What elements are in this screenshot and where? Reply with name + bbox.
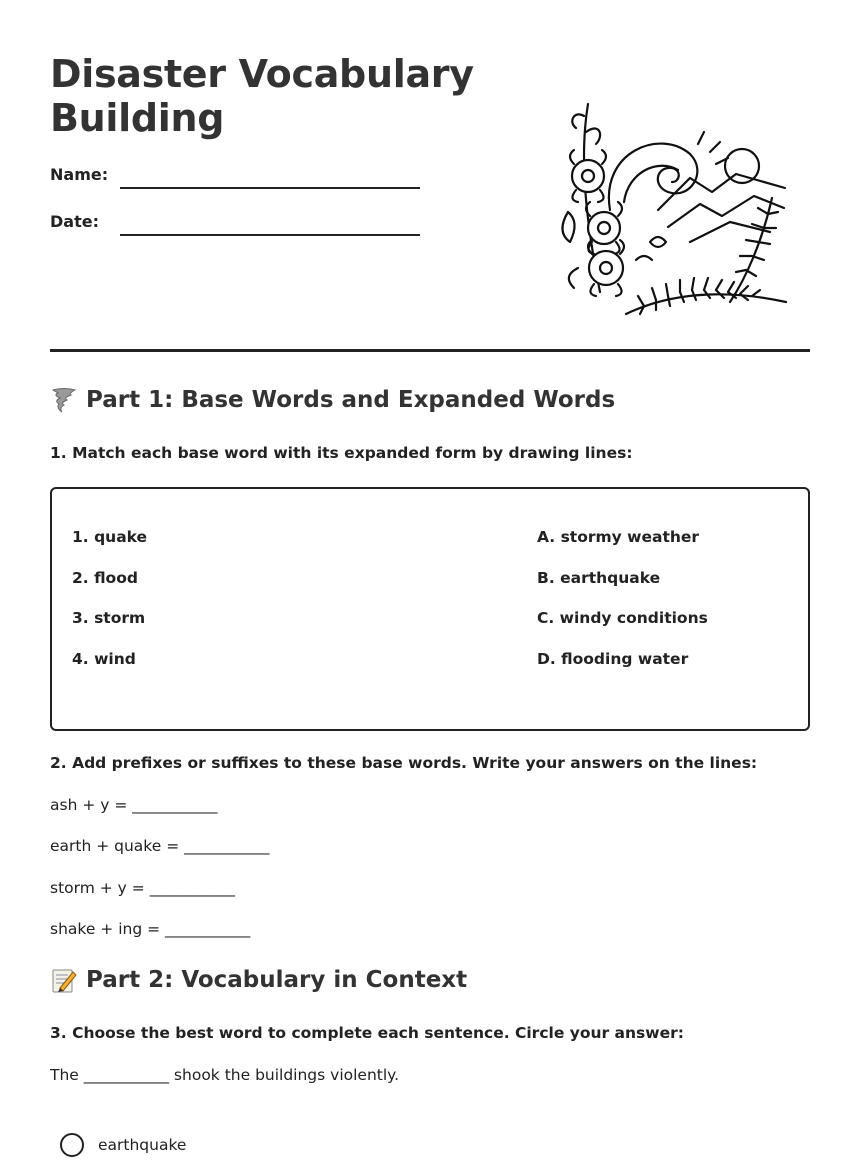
date-label: Date: [50,212,99,231]
base-word-item[interactable]: 2. flood [72,569,138,587]
fill-in-item[interactable]: earth + quake = ___________ [50,837,270,855]
base-word-item[interactable]: 1. quake [72,528,148,546]
fill-in-item[interactable]: shake + ing = ___________ [50,920,251,938]
expanded-word-item[interactable]: D. flooding water [537,650,689,668]
name-field-line[interactable] [120,187,420,189]
question-3: 3. Choose the best word to complete each sentence. Circle your answer: [50,1024,684,1042]
question-2: 2. Add prefixes or suffixes to these base words. Write your answers on the lines: [50,754,758,772]
base-word-item[interactable]: 3. storm [72,609,146,627]
nature-illustration [540,92,796,328]
answer-option[interactable] [60,1133,186,1157]
header-divider [50,349,810,352]
context-sentence: The ___________ shook the buildings violently. [50,1066,400,1084]
question-1: 1. Match each base word with its expanded form by drawing lines: [50,444,633,462]
expanded-word-item[interactable]: A. stormy weather [537,528,700,546]
expanded-word-item[interactable]: C. windy conditions [537,609,708,627]
answer-option-label: earthquake [98,1136,187,1154]
radio-circle[interactable] [60,1133,84,1157]
fill-in-item[interactable]: ash + y = ___________ [50,796,218,814]
date-field-line[interactable] [120,234,420,236]
memo-pencil-icon [50,966,78,994]
part2-heading: Part 2: Vocabulary in Context [50,966,467,994]
expanded-word-item[interactable]: B. earthquake [537,569,661,587]
part1-heading: Part 1: Base Words and Expanded Words [50,386,615,414]
matching-box [50,487,810,731]
worksheet-title: Disaster Vocabulary Building [50,52,474,140]
fill-in-item[interactable]: storm + y = ___________ [50,879,235,897]
base-word-item[interactable]: 4. wind [72,650,136,668]
tornado-icon [50,386,78,414]
name-label: Name: [50,165,109,184]
